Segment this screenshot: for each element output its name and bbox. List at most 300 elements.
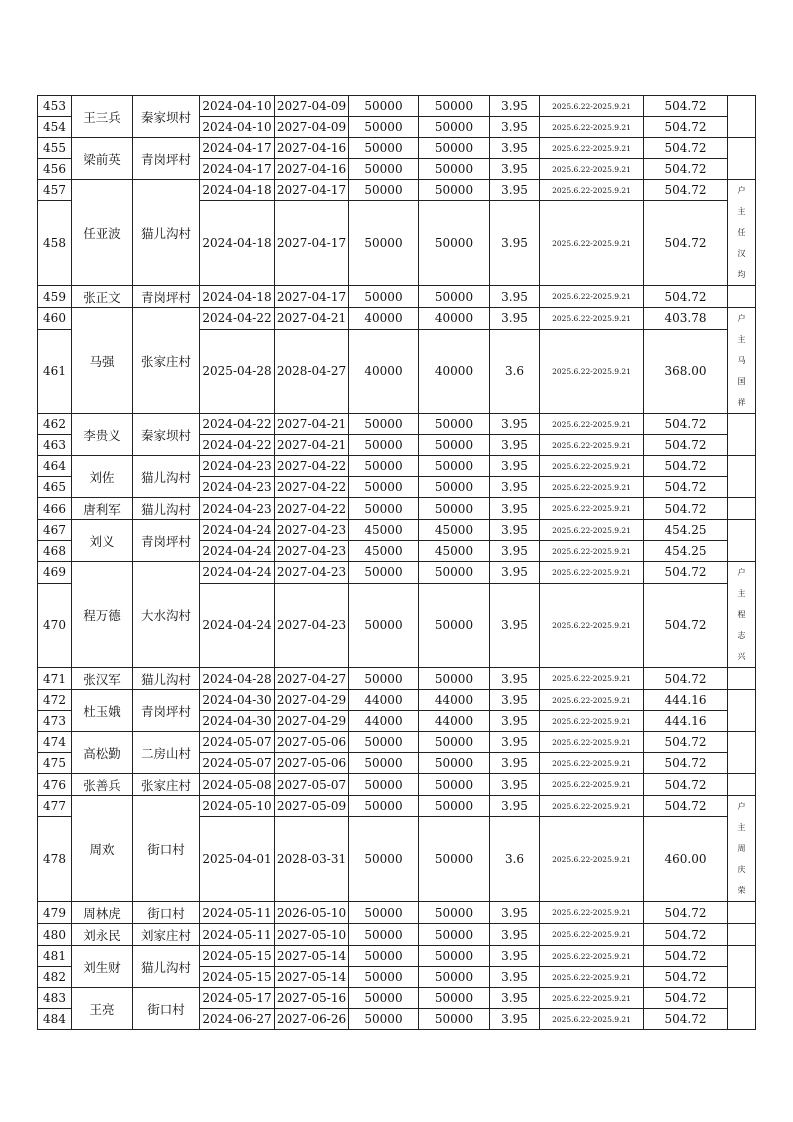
loan-end-date-cell: 2027-04-22 [275, 477, 349, 498]
interest-amount-cell: 504.72 [644, 138, 728, 159]
loan-amount-cell: 50000 [349, 967, 419, 988]
loan-start-date-cell: 2024-04-23 [200, 498, 275, 520]
row-number-cell: 467 [38, 520, 72, 541]
interest-rate-cell: 3.95 [490, 96, 540, 117]
interest-amount-cell: 504.72 [644, 583, 728, 667]
loan-amount-cell: 50000 [349, 753, 419, 774]
interest-rate-cell: 3.6 [490, 817, 540, 902]
loan-end-date-cell: 2027-05-09 [275, 796, 349, 817]
village-cell: 街口村 [133, 796, 200, 902]
subsidy-base-amount-cell: 50000 [419, 583, 490, 667]
village-cell: 秦家坝村 [133, 96, 200, 138]
interest-amount-cell: 504.72 [644, 924, 728, 946]
loan-start-date-cell: 2024-04-18 [200, 180, 275, 201]
subsidy-base-amount-cell: 50000 [419, 796, 490, 817]
loan-amount-cell: 50000 [349, 201, 419, 286]
interest-period-cell: 2025.6.22-2025.9.21 [540, 988, 644, 1009]
row-number-cell: 463 [38, 435, 72, 456]
loan-amount-cell: 50000 [349, 477, 419, 498]
village-cell: 张家庄村 [133, 308, 200, 414]
row-number-cell: 453 [38, 96, 72, 117]
borrower-name-cell: 李贵义 [72, 414, 133, 456]
table-row [38, 308, 756, 330]
table-body [38, 96, 756, 1030]
subsidy-base-amount-cell: 50000 [419, 732, 490, 753]
interest-period-cell: 2025.6.22-2025.9.21 [540, 286, 644, 308]
loan-amount-cell: 50000 [349, 988, 419, 1009]
interest-period-cell: 2025.6.22-2025.9.21 [540, 138, 644, 159]
loan-end-date-cell: 2027-04-09 [275, 117, 349, 138]
interest-rate-cell: 3.95 [490, 286, 540, 308]
interest-period-cell: 2025.6.22-2025.9.21 [540, 541, 644, 562]
subsidy-base-amount-cell: 50000 [419, 286, 490, 308]
interest-period-cell: 2025.6.22-2025.9.21 [540, 711, 644, 732]
loan-end-date-cell: 2027-05-16 [275, 988, 349, 1009]
row-number-cell: 472 [38, 690, 72, 711]
row-number-cell: 468 [38, 541, 72, 562]
table-row [38, 690, 756, 711]
row-number-cell: 457 [38, 180, 72, 201]
remark-cell [728, 668, 756, 690]
loan-end-date-cell: 2027-04-29 [275, 690, 349, 711]
loan-start-date-cell: 2024-04-30 [200, 711, 275, 732]
interest-period-cell: 2025.6.22-2025.9.21 [540, 902, 644, 924]
interest-rate-cell: 3.95 [490, 520, 540, 541]
village-cell: 猫儿沟村 [133, 180, 200, 286]
table-row [38, 286, 756, 308]
loan-end-date-cell: 2027-04-23 [275, 520, 349, 541]
loan-end-date-cell: 2028-03-31 [275, 817, 349, 902]
interest-rate-cell: 3.95 [490, 796, 540, 817]
table-row [38, 902, 756, 924]
row-number-cell: 458 [38, 201, 72, 286]
row-number-cell: 466 [38, 498, 72, 520]
interest-rate-cell: 3.95 [490, 668, 540, 690]
loan-start-date-cell: 2024-04-22 [200, 308, 275, 330]
village-cell: 街口村 [133, 988, 200, 1030]
loan-start-date-cell: 2024-05-15 [200, 946, 275, 967]
loan-end-date-cell: 2027-04-29 [275, 711, 349, 732]
remark-cell [728, 924, 756, 946]
loan-end-date-cell: 2027-05-10 [275, 924, 349, 946]
interest-period-cell: 2025.6.22-2025.9.21 [540, 414, 644, 435]
interest-rate-cell: 3.95 [490, 1009, 540, 1030]
subsidy-base-amount-cell: 50000 [419, 1009, 490, 1030]
row-number-cell: 454 [38, 117, 72, 138]
borrower-name-cell: 周欢 [72, 796, 133, 902]
borrower-name-cell: 任亚波 [72, 180, 133, 286]
table-row [38, 456, 756, 477]
subsidy-base-amount-cell: 50000 [419, 498, 490, 520]
table-row [38, 924, 756, 946]
loan-end-date-cell: 2027-05-14 [275, 946, 349, 967]
loan-start-date-cell: 2024-04-24 [200, 520, 275, 541]
remark-text: 户主程志兴 [737, 568, 746, 661]
row-number-cell: 482 [38, 967, 72, 988]
borrower-name-cell: 张汉军 [72, 668, 133, 690]
borrower-name-cell: 刘佐 [72, 456, 133, 498]
village-cell: 猫儿沟村 [133, 946, 200, 988]
interest-amount-cell: 504.72 [644, 774, 728, 796]
interest-rate-cell: 3.95 [490, 988, 540, 1009]
interest-amount-cell: 504.72 [644, 159, 728, 180]
village-cell: 秦家坝村 [133, 414, 200, 456]
table-row [38, 414, 756, 435]
row-number-cell: 464 [38, 456, 72, 477]
interest-rate-cell: 3.95 [490, 498, 540, 520]
remark-cell [728, 180, 756, 286]
remark-cell [728, 902, 756, 924]
loan-amount-cell: 50000 [349, 796, 419, 817]
table-row [38, 138, 756, 159]
borrower-name-cell: 刘义 [72, 520, 133, 562]
interest-rate-cell: 3.95 [490, 753, 540, 774]
loan-amount-cell: 40000 [349, 329, 419, 413]
subsidy-base-amount-cell: 50000 [419, 967, 490, 988]
interest-amount-cell: 504.72 [644, 435, 728, 456]
loan-start-date-cell: 2024-04-23 [200, 477, 275, 498]
loan-start-date-cell: 2024-05-08 [200, 774, 275, 796]
subsidy-base-amount-cell: 50000 [419, 817, 490, 902]
row-number-cell: 478 [38, 817, 72, 902]
loan-amount-cell: 50000 [349, 180, 419, 201]
table-row [38, 946, 756, 967]
loan-end-date-cell: 2027-05-06 [275, 732, 349, 753]
interest-amount-cell: 460.00 [644, 817, 728, 902]
loan-amount-cell: 50000 [349, 732, 419, 753]
interest-period-cell: 2025.6.22-2025.9.21 [540, 967, 644, 988]
loan-end-date-cell: 2026-05-10 [275, 902, 349, 924]
borrower-name-cell: 高松勤 [72, 732, 133, 774]
subsidy-base-amount-cell: 50000 [419, 774, 490, 796]
row-number-cell: 462 [38, 414, 72, 435]
interest-amount-cell: 504.72 [644, 1009, 728, 1030]
remark-cell [728, 414, 756, 456]
borrower-name-cell: 张善兵 [72, 774, 133, 796]
interest-period-cell: 2025.6.22-2025.9.21 [540, 498, 644, 520]
loan-start-date-cell: 2024-05-15 [200, 967, 275, 988]
loan-end-date-cell: 2027-04-23 [275, 562, 349, 584]
interest-amount-cell: 444.16 [644, 690, 728, 711]
interest-amount-cell: 504.72 [644, 988, 728, 1009]
row-number-cell: 461 [38, 329, 72, 413]
remark-cell [728, 456, 756, 498]
loan-start-date-cell: 2024-04-10 [200, 96, 275, 117]
interest-amount-cell: 504.72 [644, 96, 728, 117]
loan-start-date-cell: 2024-06-27 [200, 1009, 275, 1030]
interest-period-cell: 2025.6.22-2025.9.21 [540, 817, 644, 902]
interest-amount-cell: 504.72 [644, 180, 728, 201]
village-cell: 青岗坪村 [133, 138, 200, 180]
village-cell: 二房山村 [133, 732, 200, 774]
table-row [38, 668, 756, 690]
loan-start-date-cell: 2024-05-10 [200, 796, 275, 817]
loan-start-date-cell: 2024-04-18 [200, 201, 275, 286]
interest-amount-cell: 504.72 [644, 201, 728, 286]
subsidy-base-amount-cell: 50000 [419, 456, 490, 477]
interest-period-cell: 2025.6.22-2025.9.21 [540, 201, 644, 286]
loan-end-date-cell: 2027-04-21 [275, 414, 349, 435]
remark-cell [728, 138, 756, 180]
interest-period-cell: 2025.6.22-2025.9.21 [540, 796, 644, 817]
remark-cell [728, 520, 756, 562]
remark-cell [728, 988, 756, 1030]
remark-cell [728, 562, 756, 668]
remark-cell [728, 946, 756, 988]
row-number-cell: 465 [38, 477, 72, 498]
loan-end-date-cell: 2027-04-21 [275, 435, 349, 456]
loan-start-date-cell: 2024-04-28 [200, 668, 275, 690]
subsidy-base-amount-cell: 44000 [419, 711, 490, 732]
interest-period-cell: 2025.6.22-2025.9.21 [540, 180, 644, 201]
loan-end-date-cell: 2027-04-17 [275, 286, 349, 308]
loan-amount-cell: 50000 [349, 668, 419, 690]
loan-end-date-cell: 2027-05-06 [275, 753, 349, 774]
borrower-name-cell: 刘永民 [72, 924, 133, 946]
interest-rate-cell: 3.6 [490, 329, 540, 413]
table-row [38, 988, 756, 1009]
loan-amount-cell: 50000 [349, 159, 419, 180]
interest-amount-cell: 504.72 [644, 753, 728, 774]
interest-period-cell: 2025.6.22-2025.9.21 [540, 753, 644, 774]
loan-amount-cell: 44000 [349, 711, 419, 732]
interest-amount-cell: 504.72 [644, 456, 728, 477]
interest-period-cell: 2025.6.22-2025.9.21 [540, 456, 644, 477]
loan-start-date-cell: 2025-04-01 [200, 817, 275, 902]
loan-end-date-cell: 2027-04-17 [275, 180, 349, 201]
interest-amount-cell: 454.25 [644, 520, 728, 541]
subsidy-base-amount-cell: 50000 [419, 562, 490, 584]
remark-cell [728, 774, 756, 796]
interest-rate-cell: 3.95 [490, 924, 540, 946]
subsidy-base-amount-cell: 50000 [419, 668, 490, 690]
loan-amount-cell: 50000 [349, 924, 419, 946]
interest-period-cell: 2025.6.22-2025.9.21 [540, 477, 644, 498]
loan-start-date-cell: 2025-04-28 [200, 329, 275, 413]
interest-period-cell: 2025.6.22-2025.9.21 [540, 774, 644, 796]
loan-amount-cell: 44000 [349, 690, 419, 711]
interest-amount-cell: 504.72 [644, 796, 728, 817]
interest-amount-cell: 454.25 [644, 541, 728, 562]
loan-end-date-cell: 2027-04-16 [275, 138, 349, 159]
row-number-cell: 456 [38, 159, 72, 180]
row-number-cell: 469 [38, 562, 72, 584]
loan-start-date-cell: 2024-04-24 [200, 562, 275, 584]
interest-rate-cell: 3.95 [490, 541, 540, 562]
interest-rate-cell: 3.95 [490, 690, 540, 711]
interest-rate-cell: 3.95 [490, 414, 540, 435]
loan-amount-cell: 50000 [349, 117, 419, 138]
loan-end-date-cell: 2028-04-27 [275, 329, 349, 413]
village-cell: 刘家庄村 [133, 924, 200, 946]
row-number-cell: 459 [38, 286, 72, 308]
remark-cell [728, 498, 756, 520]
borrower-name-cell: 程万德 [72, 562, 133, 668]
interest-amount-cell: 504.72 [644, 498, 728, 520]
borrower-name-cell: 王三兵 [72, 96, 133, 138]
borrower-name-cell: 王亮 [72, 988, 133, 1030]
loan-end-date-cell: 2027-04-17 [275, 201, 349, 286]
interest-rate-cell: 3.95 [490, 967, 540, 988]
borrower-name-cell: 唐利军 [72, 498, 133, 520]
interest-rate-cell: 3.95 [490, 456, 540, 477]
interest-rate-cell: 3.95 [490, 562, 540, 584]
loan-amount-cell: 50000 [349, 583, 419, 667]
interest-period-cell: 2025.6.22-2025.9.21 [540, 1009, 644, 1030]
interest-amount-cell: 504.72 [644, 967, 728, 988]
loan-amount-cell: 50000 [349, 902, 419, 924]
interest-period-cell: 2025.6.22-2025.9.21 [540, 562, 644, 584]
subsidy-base-amount-cell: 45000 [419, 541, 490, 562]
interest-rate-cell: 3.95 [490, 711, 540, 732]
subsidy-base-amount-cell: 50000 [419, 753, 490, 774]
row-number-cell: 483 [38, 988, 72, 1009]
subsidy-base-amount-cell: 40000 [419, 329, 490, 413]
village-cell: 猫儿沟村 [133, 456, 200, 498]
loan-amount-cell: 50000 [349, 562, 419, 584]
interest-rate-cell: 3.95 [490, 732, 540, 753]
loan-end-date-cell: 2027-04-23 [275, 583, 349, 667]
loan-start-date-cell: 2024-04-23 [200, 456, 275, 477]
interest-amount-cell: 504.72 [644, 732, 728, 753]
interest-rate-cell: 3.95 [490, 774, 540, 796]
subsidy-base-amount-cell: 50000 [419, 96, 490, 117]
village-cell: 青岗坪村 [133, 690, 200, 732]
subsidy-base-amount-cell: 50000 [419, 117, 490, 138]
loan-amount-cell: 45000 [349, 520, 419, 541]
borrower-name-cell: 梁前英 [72, 138, 133, 180]
interest-rate-cell: 3.95 [490, 117, 540, 138]
loan-amount-cell: 50000 [349, 138, 419, 159]
table-row [38, 96, 756, 117]
borrower-name-cell: 马强 [72, 308, 133, 414]
subsidy-base-amount-cell: 50000 [419, 902, 490, 924]
loan-amount-cell: 50000 [349, 414, 419, 435]
table-row [38, 180, 756, 201]
row-number-cell: 474 [38, 732, 72, 753]
row-number-cell: 477 [38, 796, 72, 817]
interest-period-cell: 2025.6.22-2025.9.21 [540, 520, 644, 541]
interest-rate-cell: 3.95 [490, 583, 540, 667]
village-cell: 猫儿沟村 [133, 498, 200, 520]
loan-amount-cell: 50000 [349, 1009, 419, 1030]
remark-text: 户主任汉均 [737, 186, 746, 279]
table-row [38, 562, 756, 584]
row-number-cell: 470 [38, 583, 72, 667]
interest-amount-cell: 504.72 [644, 286, 728, 308]
remark-cell [728, 796, 756, 902]
subsidy-base-amount-cell: 50000 [419, 435, 490, 456]
subsidy-base-amount-cell: 50000 [419, 201, 490, 286]
loan-start-date-cell: 2024-05-11 [200, 924, 275, 946]
village-cell: 张家庄村 [133, 774, 200, 796]
subsidy-base-amount-cell: 50000 [419, 477, 490, 498]
row-number-cell: 480 [38, 924, 72, 946]
loan-end-date-cell: 2027-04-23 [275, 541, 349, 562]
borrower-name-cell: 刘生财 [72, 946, 133, 988]
loan-start-date-cell: 2024-04-24 [200, 541, 275, 562]
loan-end-date-cell: 2027-05-07 [275, 774, 349, 796]
loan-start-date-cell: 2024-04-30 [200, 690, 275, 711]
subsidy-base-amount-cell: 44000 [419, 690, 490, 711]
remark-cell [728, 96, 756, 138]
interest-period-cell: 2025.6.22-2025.9.21 [540, 117, 644, 138]
remark-cell [728, 286, 756, 308]
interest-rate-cell: 3.95 [490, 308, 540, 330]
subsidy-base-amount-cell: 50000 [419, 414, 490, 435]
loan-amount-cell: 50000 [349, 456, 419, 477]
loan-amount-cell: 40000 [349, 308, 419, 330]
loan-start-date-cell: 2024-04-22 [200, 435, 275, 456]
interest-period-cell: 2025.6.22-2025.9.21 [540, 159, 644, 180]
interest-amount-cell: 368.00 [644, 329, 728, 413]
interest-period-cell: 2025.6.22-2025.9.21 [540, 96, 644, 117]
loan-end-date-cell: 2027-04-27 [275, 668, 349, 690]
interest-rate-cell: 3.95 [490, 180, 540, 201]
row-number-cell: 481 [38, 946, 72, 967]
village-cell: 青岗坪村 [133, 286, 200, 308]
subsidy-base-amount-cell: 50000 [419, 924, 490, 946]
village-cell: 青岗坪村 [133, 520, 200, 562]
interest-amount-cell: 504.72 [644, 477, 728, 498]
loan-start-date-cell: 2024-04-18 [200, 286, 275, 308]
interest-rate-cell: 3.95 [490, 138, 540, 159]
interest-period-cell: 2025.6.22-2025.9.21 [540, 329, 644, 413]
loan-amount-cell: 45000 [349, 541, 419, 562]
loan-amount-cell: 50000 [349, 96, 419, 117]
interest-period-cell: 2025.6.22-2025.9.21 [540, 308, 644, 330]
table-row [38, 732, 756, 753]
loan-start-date-cell: 2024-04-10 [200, 117, 275, 138]
subsidy-base-amount-cell: 50000 [419, 159, 490, 180]
remark-text: 户主马国祥 [737, 314, 746, 407]
loan-end-date-cell: 2027-05-14 [275, 967, 349, 988]
interest-amount-cell: 504.72 [644, 414, 728, 435]
table-row [38, 498, 756, 520]
row-number-cell: 455 [38, 138, 72, 159]
borrower-name-cell: 周林虎 [72, 902, 133, 924]
loan-amount-cell: 50000 [349, 435, 419, 456]
row-number-cell: 460 [38, 308, 72, 330]
interest-rate-cell: 3.95 [490, 902, 540, 924]
table-row [38, 520, 756, 541]
subsidy-base-amount-cell: 50000 [419, 988, 490, 1009]
loan-end-date-cell: 2027-04-16 [275, 159, 349, 180]
loan-start-date-cell: 2024-05-07 [200, 753, 275, 774]
borrower-name-cell: 杜玉娥 [72, 690, 133, 732]
loan-amount-cell: 50000 [349, 498, 419, 520]
interest-period-cell: 2025.6.22-2025.9.21 [540, 924, 644, 946]
loan-end-date-cell: 2027-04-09 [275, 96, 349, 117]
loan-start-date-cell: 2024-04-24 [200, 583, 275, 667]
interest-rate-cell: 3.95 [490, 159, 540, 180]
village-cell: 街口村 [133, 902, 200, 924]
interest-period-cell: 2025.6.22-2025.9.21 [540, 690, 644, 711]
interest-amount-cell: 504.72 [644, 117, 728, 138]
row-number-cell: 479 [38, 902, 72, 924]
loan-end-date-cell: 2027-06-26 [275, 1009, 349, 1030]
remark-cell [728, 308, 756, 414]
loan-start-date-cell: 2024-05-11 [200, 902, 275, 924]
borrower-name-cell: 张正文 [72, 286, 133, 308]
interest-period-cell: 2025.6.22-2025.9.21 [540, 668, 644, 690]
interest-amount-cell: 504.72 [644, 902, 728, 924]
loan-amount-cell: 50000 [349, 946, 419, 967]
loan-end-date-cell: 2027-04-22 [275, 498, 349, 520]
interest-rate-cell: 3.95 [490, 201, 540, 286]
row-number-cell: 473 [38, 711, 72, 732]
row-number-cell: 475 [38, 753, 72, 774]
